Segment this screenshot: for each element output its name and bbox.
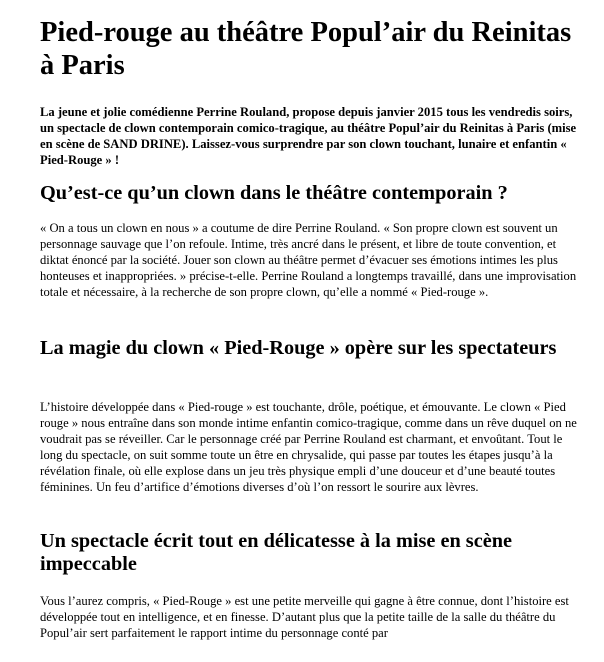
article-lead: La jeune et jolie comédienne Perrine Rouland, propose depuis janvier 2015 tous les vendredis soirs, un spectacle de clown contemporain comico-tragique, au théâtre Popul’air du Reinitas à Paris (mise en scène de SAND DRINE). Laissez-vous surprendre par son clown touchant, lunaire et enfantin « Pied-Rouge » !	[40, 105, 577, 167]
section-body-clown-magic: L’histoire développée dans « Pied-rouge » est touchante, drôle, poétique, et émouvante. Le clown « Pied rouge » nous entraîne dans son monde intime enfantin comico-tragique, comme dans un rêve duquel on ne voudrait pas se réveiller. Car le personnage créé par Perrine Rouland est charmant, et envoûtant. Tout le long du spectacle, on suit somme toute un être en chrysalide, qui passe par toutes les étapes jusqu’à la révélation finale, où elle explose dans un jeu très physique empli d’une douceur et d’une beauté toutes féminines. Un feu d’artifice d’émotions diverses d’où l’on ressort le sourire aux lèvres.	[40, 400, 577, 494]
section-body-clown-definition: « On a tous un clown en nous » a coutume de dire Perrine Rouland. « Son propre clown est souvent un personnage sauvage que l’on refoule. Intime, très ancré dans le présent, et libre de toute convention, et diktat énoncé par la société. Jouer son clown au théâtre permet d’évacuer ses émotions intimes les plus honteuses et inappropriées. » précise-t-elle. Perrine Rouland a longtemps travaillé, dans une improvisation totale et nécessaire, à la recherche de son propre clown, qu’elle a nommé « Pied-rouge ».	[40, 221, 577, 299]
section-heading-clown-definition: Qu’est-ce qu’un clown dans le théâtre contemporain ?	[40, 182, 508, 204]
section-heading-clown-magic: La magie du clown « Pied-Rouge » opère sur les spectateurs	[40, 337, 557, 359]
section-body-staging: Vous l’aurez compris, « Pied-Rouge » est une petite merveille qui gagne à être connue, dont l’histoire est développée tout en intelligence, et en finesse. D’autant plus que la petite taille de la salle du théâtre du Popul’air sert parfaitement le rapport intime du personnage conté par	[40, 594, 569, 640]
section-heading-staging: Un spectacle écrit tout en délicatesse à la mise en scène impeccable	[40, 530, 512, 575]
article-title: Pied-rouge au théâtre Popul’air du Reinitas à Paris	[40, 17, 572, 81]
